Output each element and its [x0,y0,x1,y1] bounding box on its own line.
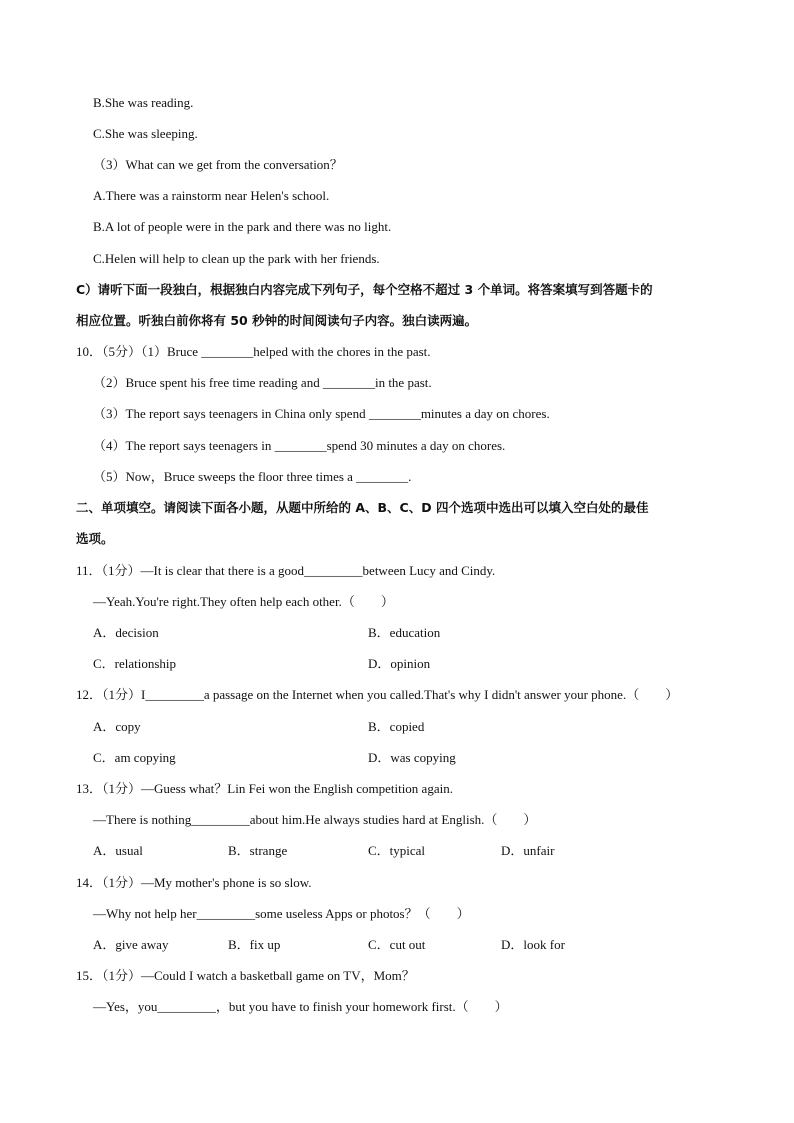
question-11-option-d: D．opinion [368,656,431,671]
question-14-option-b: B．fix up [228,937,281,952]
question-10-sub: （5）Now，Bruce sweeps the floor three times a ________. [93,469,412,484]
question-11-stem: 11．（1分）—It is clear that there is a good_________between Lucy and Cindy. [76,563,496,578]
question-10-sub: （3）The report says teenagers in China only spend ________minutes a day on chores. [93,406,550,421]
question-14-stem-2: —Why not help her_________some useless Apps or photos？（ ） [93,906,470,921]
question-15-stem: 15．（1分）—Could I watch a basketball game on TV，Mom？ [76,968,415,983]
question-13-option-c: C．typical [368,843,426,858]
section-2-heading: 二、单项填空。请阅读下面各小题，从题中所给的 A、B、C、D 四个选项中选出可以填入空白处的最佳 [76,500,649,515]
question-11-stem-2: —Yeah.You're right.They often help each other.（ ） [93,594,394,609]
question-13-stem-2: —There is nothing_________about him.He always studies hard at English.（ ） [93,812,537,827]
question-13-option-b: B．strange [228,843,288,858]
question-12-option-c: C．am copying [93,750,176,765]
question-13-option-d: D．unfair [501,843,555,858]
question-10: 10．（5分）（1）Bruce ________helped with the chores in the past. [76,344,431,359]
question-14-stem: 14．（1分）—My mother's phone is so slow. [76,875,312,890]
question-11-option-b: B．education [368,625,441,640]
option-line: A.There was a rainstorm near Helen's school. [93,188,330,203]
question-11-option-a: A．decision [93,625,159,640]
section-c-instruction: C）请听下面一段独白，根据独白内容完成下列句子，每个空格不超过 3 个单词。将答案填写到答题卡的 [76,282,653,297]
option-line: B.A lot of people were in the park and there was no light. [93,219,392,234]
question-14-option-c: C．cut out [368,937,426,952]
section-2-heading-cont: 选项。 [76,531,114,546]
question-12-option-a: A．copy [93,719,141,734]
question-11-option-c: C．relationship [93,656,177,671]
question-13-stem: 13．（1分）—Guess what？Lin Fei won the English competition again. [76,781,453,796]
section-c-instruction-cont: 相应位置。听独白前你将有 50 秒钟的时间阅读句子内容。独白读两遍。 [76,313,478,328]
question-14-option-d: D．look for [501,937,565,952]
question-12-option-b: B．copied [368,719,425,734]
question-12-option-d: D．was copying [368,750,456,765]
question-14-option-a: A．give away [93,937,169,952]
question-12-stem: 12．（1分）I_________a passage on the Internet when you called.That's why I didn't answer your phone.（ ） [76,687,679,702]
option-line: B.She was reading. [93,95,194,110]
question-15-stem-2: —Yes，you_________，but you have to finish your homework first.（ ） [93,999,508,1014]
option-line: C.Helen will help to clean up the park with her friends. [93,251,380,266]
question-10-sub: （4）The report says teenagers in ________spend 30 minutes a day on chores. [93,438,506,453]
question-line: （3）What can we get from the conversation？ [93,157,343,172]
question-13-option-a: A．usual [93,843,143,858]
option-line: C.She was sleeping. [93,126,198,141]
question-10-sub: （2）Bruce spent his free time reading and ________in the past. [93,375,432,390]
